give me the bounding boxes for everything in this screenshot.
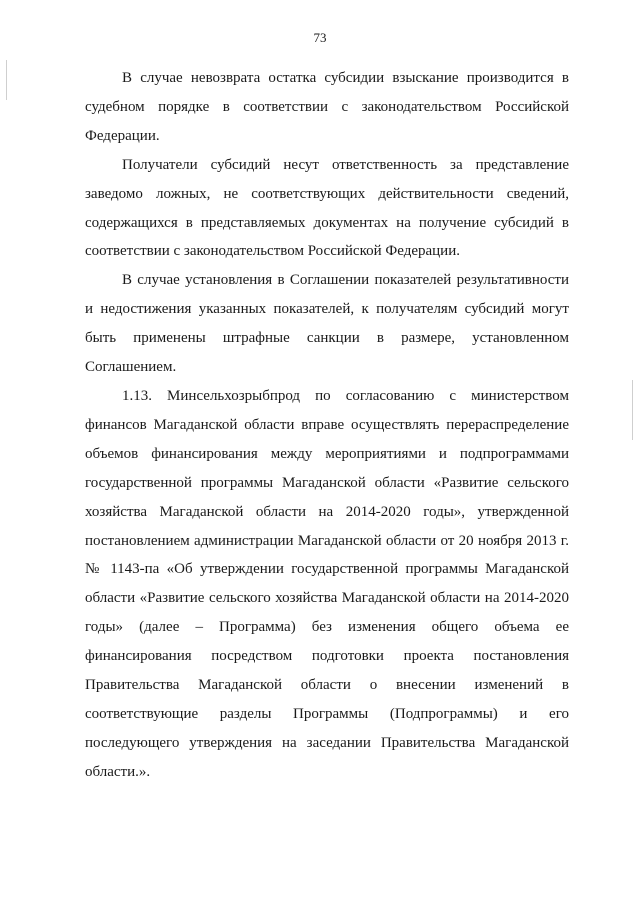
scan-edge-mark-right bbox=[632, 380, 633, 440]
scan-edge-mark-left bbox=[6, 60, 7, 100]
body-text bbox=[85, 64, 569, 787]
page-number: 73 bbox=[313, 30, 327, 45]
paragraph-penalty-sanctions: В случае установления в Соглашении показателей результативности и недостижения указанных показателей, к получателям субсидий могут быть применены штрафные санкции в размере, установленном Соглашением. bbox=[85, 272, 569, 376]
paragraph-section-1-13: 1.13. Минсельхозрыбпрод по согласованию с министерством финансов Магаданской области вправе осуществлять перераспределение объемов финансирования между мероприятиями и подпрограммами государственной программы Магаданской области «Развитие сельского хозяйства Магаданской области на 2014-2020 годы», утвержденной постановлением администрации Магаданской области от 20 ноября 2013 г. № 1143-па «Об утверждении государственной программы Магаданской области «Развитие сельского хозяйства Магаданской области на 2014-2020 годы» (далее – Программа) без изменения общего объема ее финансирования посредством подготовки проекта постановления Правительства Магаданской области о внесении изменений в соответствующие разделы Программы (Подпрограммы) и его последующего утверждения на заседании Правительства Магаданской области.». bbox=[85, 387, 569, 780]
paragraph-recipient-liability: Получатели субсидий несут ответственность за представление заведомо ложных, не соответствующих действительности сведений, содержащихся в представляемых документах на получение субсидий в соответствии с законодательством Российской Федерации. bbox=[85, 156, 569, 260]
paragraph-subsidy-recovery: В случае невозврата остатка субсидии взыскание производится в судебном порядке в соответствии с законодательством Российской Федерации. bbox=[85, 70, 569, 144]
